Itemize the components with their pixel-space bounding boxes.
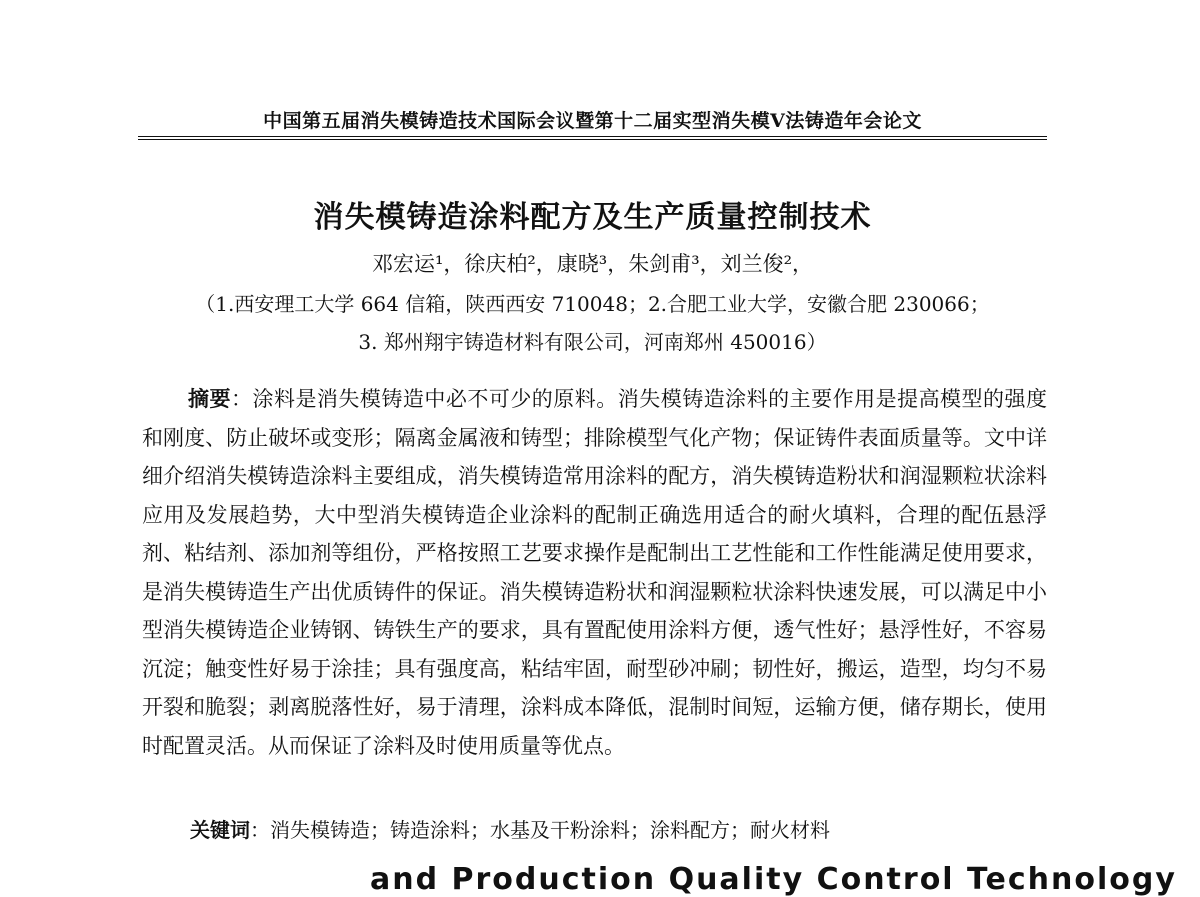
abstract-paragraph	[142, 380, 1047, 765]
keywords-text: ：消失模铸造；铸造涂料；水基及干粉涂料；涂料配方；耐火材料	[250, 818, 830, 842]
affiliation-line-2: 3. 郑州翔宇铸造材料有限公司，河南郑州 450016）	[358, 330, 827, 354]
keywords-label: 关键词	[190, 818, 250, 842]
running-header: 中国第五届消失模铸造技术国际会议暨第十二届实型消失模V法铸造年会论文	[263, 110, 922, 132]
english-title-partial: and Production Quality Control Technology	[370, 862, 1177, 897]
header-rule	[138, 136, 1047, 137]
header-rule-thin	[138, 139, 1047, 140]
affiliation-line-1: （1.西安理工大学 664 信箱，陕西西安 710048；2.合肥工业大学，安徽合肥 230066；	[195, 292, 990, 316]
abstract-text: ：涂料是消失模铸造中必不可少的原料。消失模铸造涂料的主要作用是提高模型的强度和刚度、防止破坏或变形；隔离金属液和铸型；排除模型气化产物；保证铸件表面质量等。文中详细介绍消失模铸造涂料主要组成，消失模铸造常用涂料的配方，消失模铸造粉状和润湿颗粒状涂料应用及发展趋势，大中型消失模铸造企业涂料的配制正确选用适合的耐火填料，合理的配伍悬浮剂、粘结剂、添加剂等组份，严格按照工艺要求操作是配制出工艺性能和工作性能满足使用要求，是消失模铸造生产出优质铸件的保证。消失模铸造粉状和润湿颗粒状涂料快速发展，可以满足中小型消失模铸造企业铸钢、铸铁生产的要求，具有置配使用涂料方便，透气性好；悬浮性好，不容易沉淀；触变性好易于涂挂；具有强度高，粘结牢固，耐型砂冲刷；韧性好，搬运，造型，均匀不易开裂和脆裂；剥离脱落性好，易于清理，涂料成本降低，混制时间短，运输方便，储存期长，使用时配置灵活。从而保证了涂料及时使用质量等优点。	[142, 387, 1048, 758]
abstract-label: 摘要	[188, 386, 231, 411]
paper-title: 消失模铸造涂料配方及生产质量控制技术	[313, 200, 872, 235]
keywords-line	[190, 814, 830, 843]
author-list: 邓宏运¹，徐庆柏²，康晓³，朱剑甫³，刘兰俊²，	[371, 252, 814, 276]
